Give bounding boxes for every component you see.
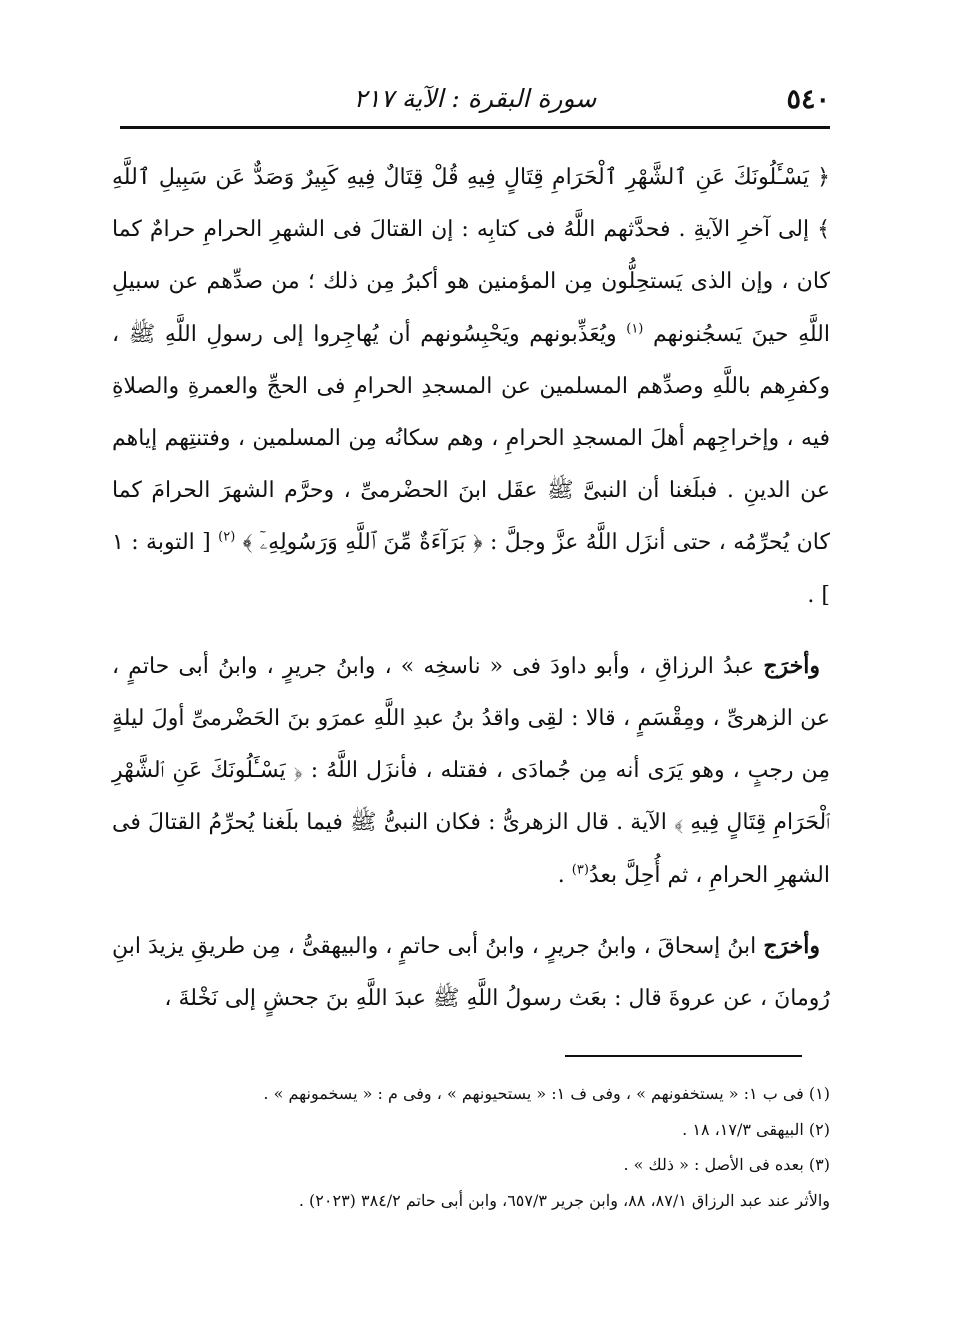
page-number: ٥٤٠ bbox=[786, 84, 830, 115]
paragraph-2 bbox=[112, 640, 830, 902]
verse-reference: [ التوبة : ١ ] . bbox=[112, 530, 830, 608]
paragraph-text: عبدُ الرزاقِ ، وأبو داودَ فى « ناسخِه » ، وابنُ جريرٍ ، وابنُ أبى حاتمٍ ، عن الزهرىِّ ، ومِقْسَمٍ ، قالا : لقِى واقدُ بنُ عبدِ اللَّهِ عمرَو بنَ الحَضْرمىِّ أولَ ليلةٍ مِن رجبٍ ، وهو يَرَى أنه مِن جُمادَى ، فقتله ، فأنزَل اللَّهُ : ﴿ يَسْـَٔلُونَكَ عَنِ ٱلشَّهْرِ ٱلْحَرَامِ قِتَالٍ فِيهِ ﴾ الآية . قال الزهرىُّ : فكان النبىُّ ﷺ فيما بلَغنا يُحرِّمُ القتالَ فى الشهرِ الحرامِ ، ثم أُحِلَّ بعدُ bbox=[112, 653, 830, 888]
paragraph-text: ويُعَذِّبونهم ويَحْبِسُونهم أن يُهاجِروا إلى رسولِ اللَّهِ ﷺ ، وكفرِهم باللَّهِ وصدِّهم المسلمين عن المسجدِ الحرامِ فى الحجِّ والعمرةِ والصلاةِ فيه ، وإخراجِهم أهلَ المسجدِ الحرامِ ، وهم سكانُه مِن المسلمين ، وفتنتِهم إياهم عن الدينِ . فبلَغنا أن النبىَّ ﷺ عقَل ابنَ الحضْرمىِّ ، وحرَّم الشهرَ الحرامَ كما كان يُحرِّمُه ، حتى أنزَل اللَّهُ عزَّ وجلَّ : ﴿ بَرَآءَةٌ مِّنَ ٱللَّهِ وَرَسُولِهِۦٓ ﴾ bbox=[112, 321, 831, 556]
footnote-rule bbox=[565, 1055, 802, 1057]
main-text bbox=[112, 152, 830, 1025]
footnote-source-note: والأثر عند عبد الرزاق ٨٧/١، ٨٨، وابن جرير ٦٥٧/٣، وابن أبى حاتم ٣٨٤/٢ (٢٠٢٣) . bbox=[298, 1190, 830, 1210]
running-title: سورة البقرة : الآية ٢١٧ bbox=[353, 84, 597, 113]
paragraph-text: ﴿ يَسْـَٔلُونَكَ عَنِ ٱلشَّهْرِ ٱلْحَرَامِ قِتَالٍ فِيهِ قُلْ قِتَالٌ فِيهِ كَبِيرٌ وَصَدٌّ عَن سَبِيلِ ٱللَّهِ ﴾ إلى آخرِ الآيةِ . فحدَّثهم اللَّهُ فى كتابِه : إن القتالَ فى الشهرِ الحرامِ حرامٌ كما كان ، وإن الذى يَستحِلُّون مِن المؤمنين هو أكبرُ مِن ذلك ؛ من صدِّهم عن سبيلِ اللَّهِ حينَ يَسجُنونهم bbox=[112, 165, 831, 347]
paragraph-1 bbox=[112, 152, 830, 622]
paragraph-lead-word: وأخرَج bbox=[763, 932, 820, 959]
footnote-marker: (٢) bbox=[218, 530, 236, 546]
footnote-2: (٢) البيهقى ١٧/٣، ١٨ . bbox=[682, 1119, 830, 1139]
paragraph-text: . bbox=[557, 862, 565, 888]
footnote-3: (٣) بعده فى الأصل : « ذلك » . bbox=[623, 1155, 830, 1174]
footnotes bbox=[112, 1076, 830, 1218]
footnote-marker: (١) bbox=[626, 321, 644, 337]
paragraph-text: ابنُ إسحاقَ ، وابنُ جريرٍ ، وابنُ أبى حاتمٍ ، والبيهقىُّ ، مِن طريقِ يزيدَ ابنِ رُومانَ ، عن عروةَ قال : بعَث رسولُ اللَّهِ ﷺ عبدَ اللَّهِ بنَ جحشٍ إلى نَخْلةَ ، bbox=[112, 933, 830, 1012]
paragraph-lead-word: وأخرَج bbox=[763, 652, 820, 679]
page-header bbox=[120, 78, 830, 118]
paragraph-3 bbox=[112, 920, 830, 1025]
footnote-marker: (٣) bbox=[571, 862, 589, 878]
header-rule bbox=[120, 126, 830, 129]
footnote-1: (١) فى ب ١: « يستخفونهم » ، وفى ف ١: « يستحيونهم » ، وفى م : « يسخمونهم » . bbox=[263, 1084, 830, 1103]
